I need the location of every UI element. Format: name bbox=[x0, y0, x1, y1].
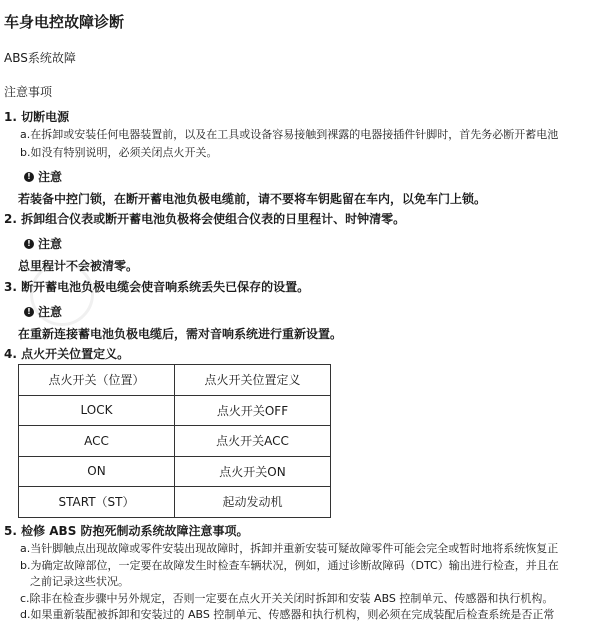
table-cell: 点火开关ACC bbox=[175, 426, 331, 457]
step-3-heading: 3. 断开蓄电池负极电缆会使音响系统丢失已保存的设置。 bbox=[4, 280, 310, 294]
table-header-cell: 点火开关（位置） bbox=[19, 365, 175, 396]
step-5-item-c: c.除非在检查步骤中另外规定，否则一定要在点火开关关闭时拆卸和安装 ABS 控制单元、传感器和执行机构。 bbox=[20, 592, 554, 605]
step-5-heading: 5. 检修 ABS 防抱死制动系统故障注意事项。 bbox=[4, 524, 249, 538]
step-1-item-a: a.在拆卸或安装任何电器装置前，以及在工具或设备容易接触到裸露的电器接插件针脚时，首先务必断开蓄电池 bbox=[20, 128, 559, 141]
step-2-warning-heading bbox=[24, 235, 62, 252]
step-4-heading: 4. 点火开关位置定义。 bbox=[4, 347, 130, 361]
table-row bbox=[19, 426, 331, 457]
table-cell: LOCK bbox=[19, 395, 175, 426]
info-circle-icon: ! bbox=[24, 172, 34, 182]
table-header-row bbox=[19, 365, 331, 396]
step-2-warning-text: 总里程计不会被清零。 bbox=[18, 259, 139, 273]
step-3-warning-text: 在重新连接蓄电池负极电缆后，需对音响系统进行重新设置。 bbox=[18, 327, 343, 341]
table-cell: START（ST） bbox=[19, 487, 175, 518]
table-row bbox=[19, 395, 331, 426]
step-5-item-b: b.为确定故障部位，一定要在故障发生时检查车辆状况，例如，通过诊断故障码（DTC）输出进行检查，并且在 bbox=[20, 559, 559, 572]
page-title: 车身电控故障诊断 bbox=[4, 13, 125, 31]
step-5-item-d: d.如果重新装配被拆卸和安装过的 ABS 控制单元、传感器和执行机构，则必须在完成装配后检查系统是否正常 bbox=[20, 608, 555, 621]
table-cell: 起动发动机 bbox=[175, 487, 331, 518]
step-5-item-b-cont: 之前记录这些状况。 bbox=[30, 575, 129, 588]
table-row bbox=[19, 456, 331, 487]
table-cell: ON bbox=[19, 456, 175, 487]
warning-label: 注意 bbox=[38, 237, 63, 251]
table-cell: 点火开关OFF bbox=[175, 395, 331, 426]
section-title: ABS系统故障 bbox=[4, 51, 76, 65]
table-cell: ACC bbox=[19, 426, 175, 457]
step-1-heading: 1. 切断电源 bbox=[4, 110, 70, 124]
table-header-cell: 点火开关位置定义 bbox=[175, 365, 331, 396]
warning-label: 注意 bbox=[38, 170, 63, 184]
ignition-position-table bbox=[18, 364, 331, 518]
info-circle-icon: ! bbox=[24, 239, 34, 249]
warning-label: 注意 bbox=[38, 305, 63, 319]
table-row bbox=[19, 487, 331, 518]
step-1-warning-text: 若装备中控门锁，在断开蓄电池负极电缆前，请不要将车钥匙留在车内，以免车门上锁。 bbox=[18, 192, 487, 206]
table-cell: 点火开关ON bbox=[175, 456, 331, 487]
notes-heading: 注意事项 bbox=[4, 85, 53, 99]
watermark-seal bbox=[30, 262, 94, 326]
step-2-heading: 2. 拆卸组合仪表或断开蓄电池负极将会使组合仪表的日里程计、时钟清零。 bbox=[4, 212, 406, 226]
step-5-item-a: a.当针脚触点出现故障或零件安装出现故障时，拆卸并重新安装可疑故障零件可能会完全或暂时地将系统恢复正 bbox=[20, 542, 559, 555]
info-circle-icon: ! bbox=[24, 307, 34, 317]
step-1-warning-heading bbox=[24, 168, 62, 185]
step-1-item-b: b.如没有特别说明，必须关闭点火开关。 bbox=[20, 146, 218, 159]
